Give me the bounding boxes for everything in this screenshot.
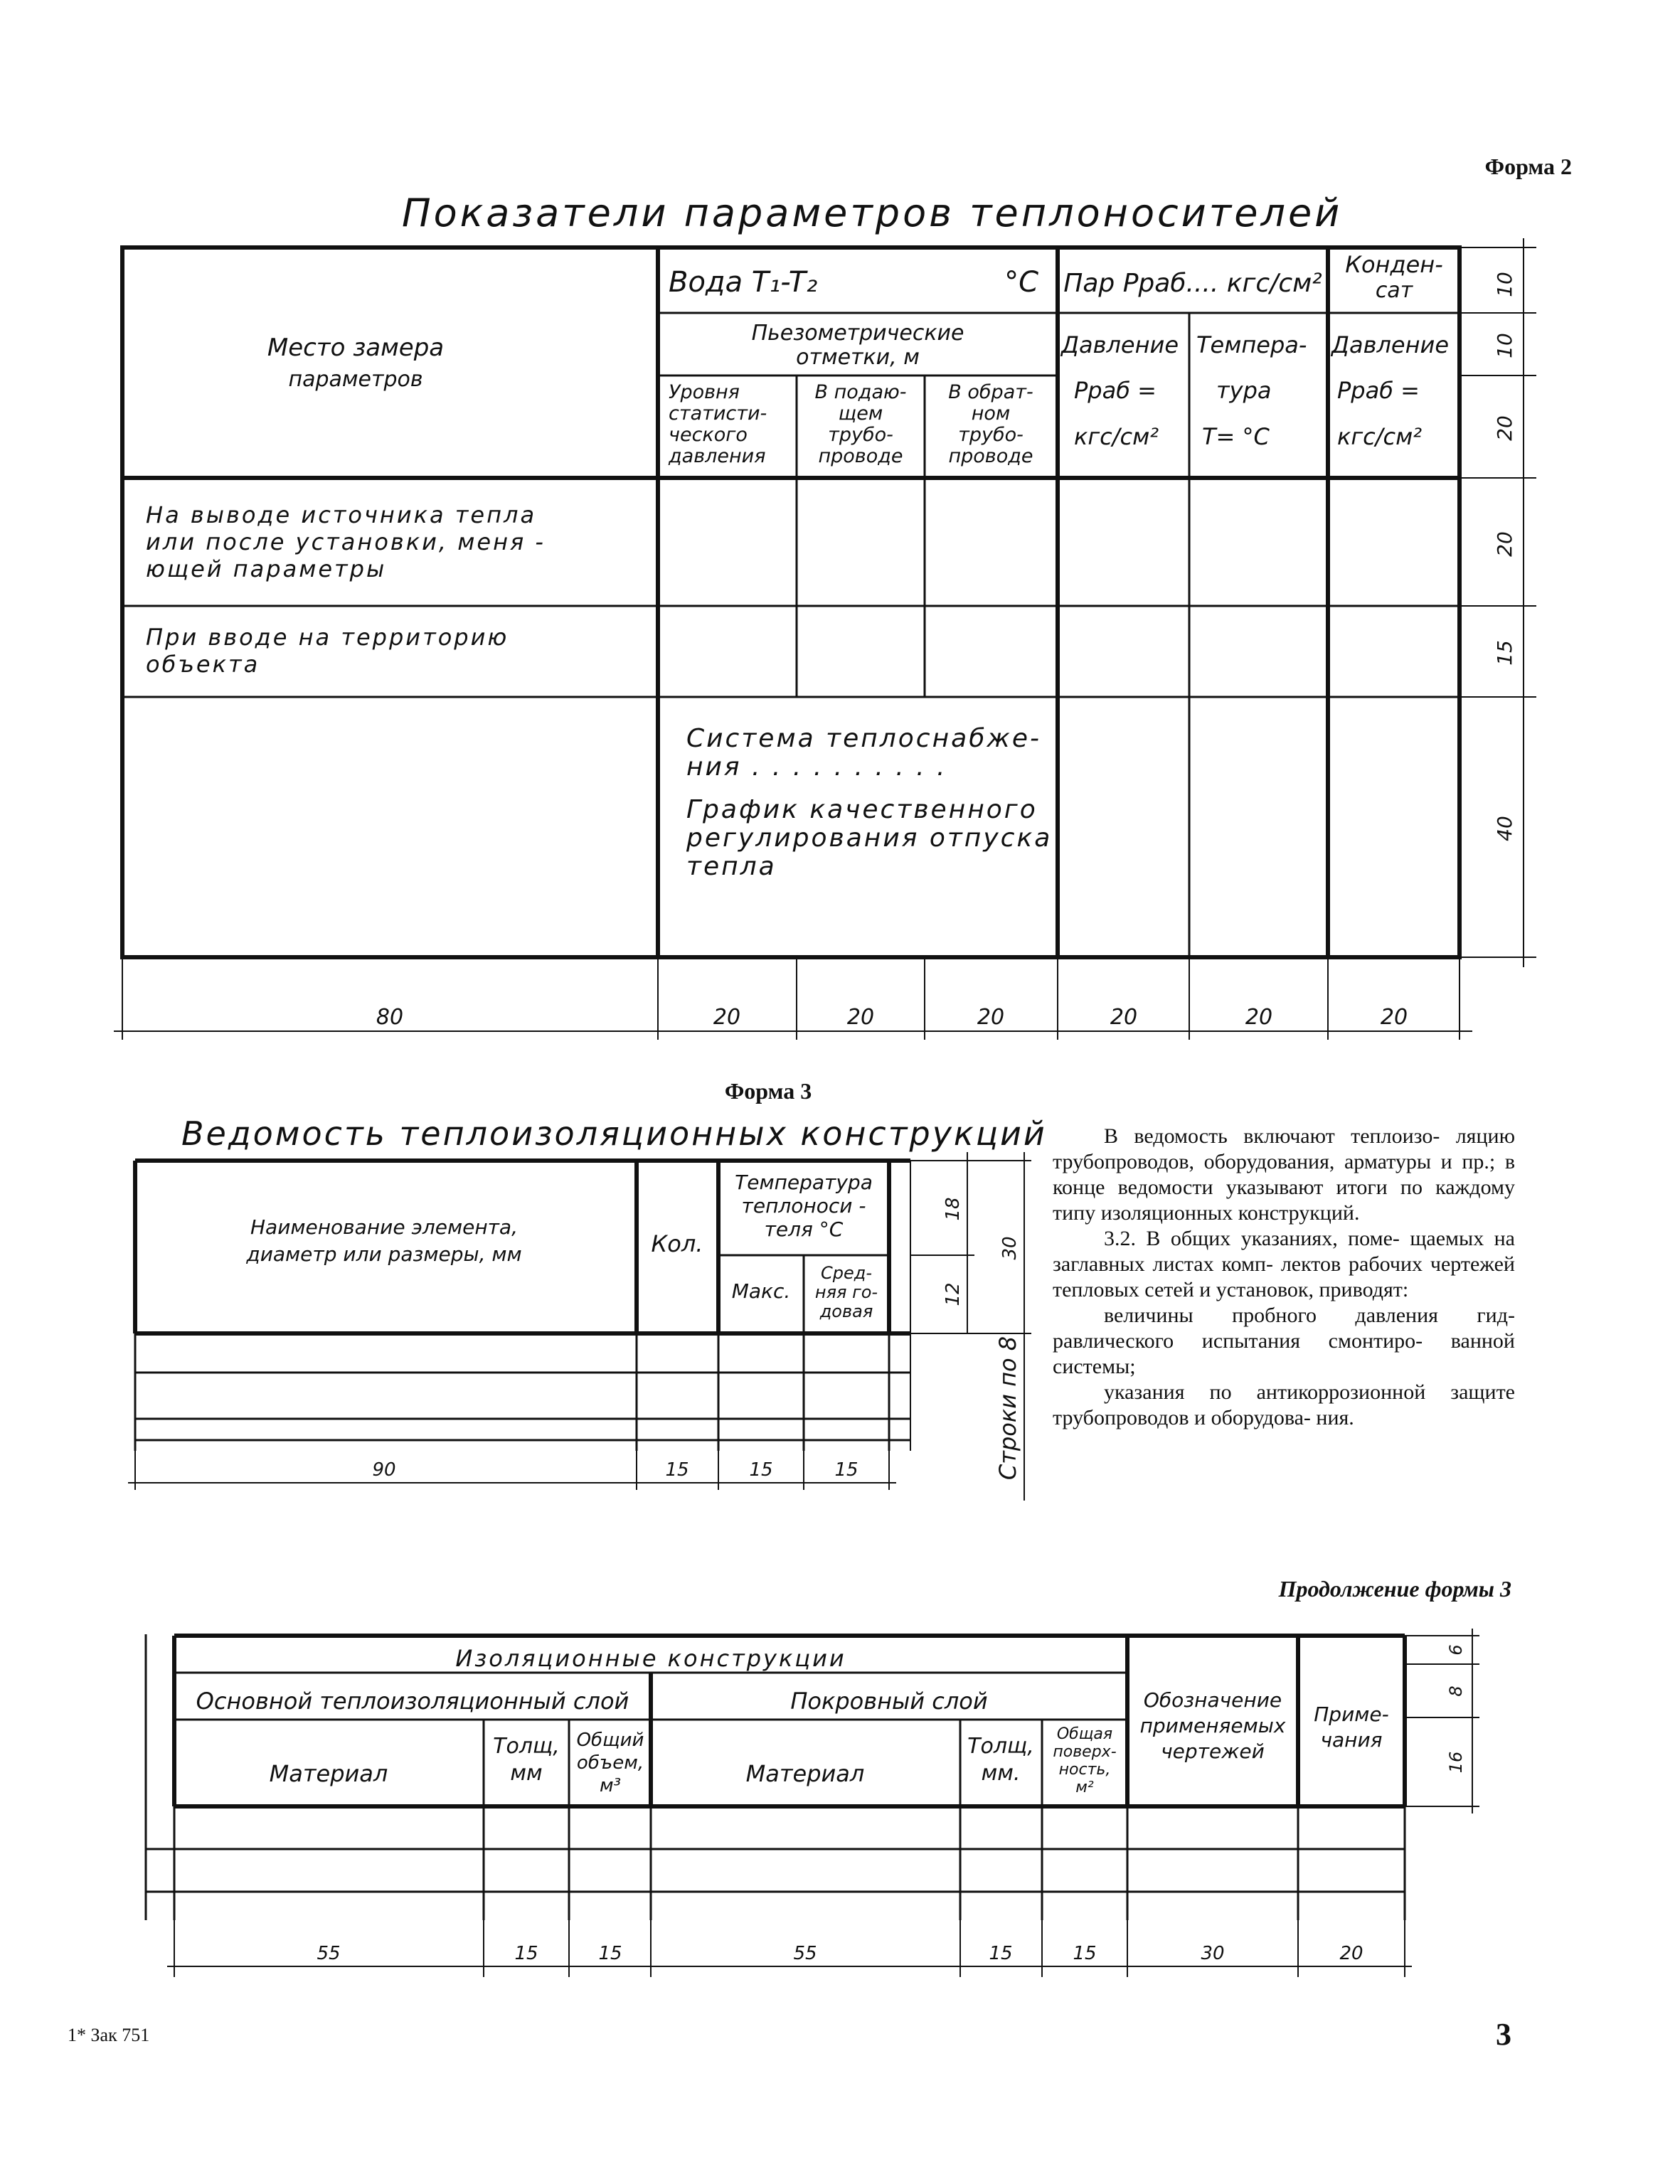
svg-text:15: 15: [598, 1943, 622, 1964]
row-source-output: [146, 501, 546, 582]
svg-text:мм: мм: [510, 1761, 543, 1786]
order-number: 1* Зак 751: [68, 2025, 150, 2045]
condensate-header-line1: Конден-: [1345, 251, 1443, 278]
water-unit: °С: [1004, 266, 1038, 299]
svg-text:10: 10: [1493, 333, 1516, 358]
svg-text:Температура: Температура: [735, 1171, 873, 1194]
steam-pressure-col: [1060, 331, 1179, 450]
svg-text:10: 10: [1493, 272, 1516, 297]
place-header-line1: Место замера: [267, 334, 445, 362]
designation-header: [1140, 1688, 1286, 1763]
svg-text:В обрат-: В обрат-: [948, 381, 1033, 403]
svg-text:или после установки, меня -: или после установки, меня -: [146, 528, 546, 555]
svg-text:Рраб =: Рраб =: [1337, 377, 1420, 404]
piezo-col-supply: [815, 381, 907, 467]
svg-text:15: 15: [1493, 640, 1516, 666]
svg-text:Рраб =: Рраб =: [1074, 377, 1157, 404]
svg-text:15: 15: [665, 1459, 689, 1481]
svg-text:чания: чания: [1320, 1728, 1383, 1752]
svg-text:Общая: Общая: [1056, 1725, 1113, 1743]
svg-text:20: 20: [1493, 531, 1516, 557]
note-2: 3.2. В общих указаниях, поме- щаемых на заглавных листах комп- лектов рабочих чертежей тепловых сетей и установок, приводят:: [1053, 1227, 1515, 1301]
svg-text:проводе: проводе: [948, 445, 1033, 467]
note-1: В ведомость включают теплоизо- ляцию трубопроводов, оборудования, арматуры и пр.; в конце ведомости указывают итоги по каждому типу изоляционных конструкций.: [1053, 1124, 1515, 1225]
cover-material-header: Материал: [745, 1760, 865, 1787]
svg-text:12: 12: [942, 1282, 964, 1306]
svg-text:проводе: проводе: [818, 445, 903, 467]
svg-text:55: 55: [793, 1943, 817, 1964]
svg-text:кгс/см²: кгс/см²: [1337, 423, 1423, 450]
svg-text:теплоноси -: теплоноси -: [741, 1194, 866, 1218]
form3-name-header: [245, 1215, 521, 1266]
svg-text:20: 20: [1493, 415, 1516, 441]
svg-text:теля °С: теля °С: [764, 1218, 844, 1241]
form3-cont-label: Продолжение формы 3: [1278, 1576, 1511, 1602]
svg-text:При вводе на территорию: При вводе на территорию: [146, 624, 509, 651]
condensate-header-line2: сат: [1375, 278, 1413, 303]
svg-text:тура: тура: [1216, 377, 1272, 404]
svg-text:м³: м³: [599, 1775, 622, 1796]
form3-avg-header: [815, 1263, 878, 1321]
notes-paragraph: [1053, 1124, 1515, 1431]
row-heating-system: [686, 724, 1052, 881]
note-3: величины пробного давления гид- равлического испытания смонтиро- ванной системы;: [1053, 1304, 1515, 1378]
svg-text:Общий: Общий: [576, 1730, 644, 1751]
page-number: 3: [1496, 2017, 1511, 2052]
svg-text:15: 15: [749, 1459, 773, 1481]
svg-text:тепла: тепла: [686, 852, 777, 881]
main-layer-header: Основной теплоизоляционный слой: [196, 1688, 629, 1715]
form2-bottom-dimensions: [114, 957, 1472, 1040]
volume-header: [577, 1730, 644, 1796]
piezo-header-line2: отметки, м: [796, 345, 920, 370]
form3-bottom-dimensions: [128, 1451, 896, 1490]
svg-text:Наименование элемента,: Наименование элемента,: [250, 1215, 519, 1239]
form2-label: Форма 2: [1484, 154, 1572, 179]
condensate-pressure-col: [1330, 331, 1449, 450]
svg-text:20: 20: [1380, 1005, 1408, 1030]
form3-max-header: Макс.: [731, 1279, 791, 1303]
svg-text:20: 20: [713, 1005, 741, 1030]
form3-label: Форма 3: [724, 1078, 812, 1104]
svg-text:55: 55: [317, 1943, 341, 1964]
water-header: Вода T₁-T₂: [669, 266, 818, 299]
svg-text:трубо-: трубо-: [958, 424, 1024, 446]
svg-text:диаметр или размеры, мм: диаметр или размеры, мм: [246, 1242, 522, 1266]
svg-text:объем,: объем,: [576, 1752, 644, 1774]
svg-text:ющей параметры: ющей параметры: [146, 555, 387, 582]
svg-text:16: 16: [1446, 1751, 1466, 1774]
svg-text:поверх-: поверх-: [1053, 1743, 1117, 1761]
form3-title: Ведомость теплоизоляционных конструкций: [181, 1114, 1047, 1153]
svg-text:Давление: Давление: [1331, 331, 1450, 358]
svg-text:20: 20: [1110, 1005, 1138, 1030]
svg-text:80: 80: [376, 1005, 404, 1030]
svg-text:ность,: ность,: [1058, 1761, 1111, 1779]
row-territory-entry: [146, 624, 509, 678]
svg-text:ния . . . . . . . . . .: ния . . . . . . . . . .: [686, 752, 947, 782]
svg-text:довая: довая: [819, 1301, 873, 1321]
thickness-header: [493, 1734, 560, 1786]
svg-text:давления: давления: [669, 445, 766, 467]
svg-text:няя го-: няя го-: [814, 1282, 878, 1302]
svg-text:Обозначение: Обозначение: [1143, 1688, 1282, 1712]
surface-header: [1053, 1725, 1116, 1796]
svg-text:15: 15: [514, 1943, 538, 1964]
svg-text:15: 15: [834, 1459, 858, 1481]
svg-text:Т= °С: Т= °С: [1202, 423, 1270, 450]
svg-text:Давление: Давление: [1061, 331, 1179, 358]
steam-header: Пар Рраб.... кгс/см²: [1063, 269, 1322, 298]
svg-text:90: 90: [372, 1459, 396, 1481]
svg-text:Толщ,: Толщ,: [493, 1734, 560, 1759]
svg-text:статисти-: статисти-: [669, 403, 767, 425]
svg-text:График качественного: График качественного: [686, 795, 1038, 824]
insulation-header: Изоляционные конструкции: [455, 1645, 846, 1672]
form3-right-dimensions: [910, 1152, 1031, 1501]
form3-temp-header: [735, 1171, 873, 1241]
piezo-header-line1: Пьезометрические: [751, 321, 964, 346]
steam-temp-col: [1196, 331, 1307, 450]
svg-text:применяемых: применяемых: [1139, 1714, 1286, 1737]
piezo-col-return: [948, 381, 1033, 467]
svg-text:8: 8: [1446, 1685, 1466, 1697]
svg-text:Система теплоснабже-: Система теплоснабже-: [686, 724, 1041, 753]
svg-text:20: 20: [846, 1005, 875, 1030]
svg-text:мм.: мм.: [981, 1761, 1021, 1786]
svg-text:18: 18: [942, 1197, 964, 1221]
svg-text:20: 20: [977, 1005, 1005, 1030]
notes-header: [1314, 1703, 1388, 1752]
svg-text:20: 20: [1245, 1005, 1273, 1030]
svg-text:40: 40: [1493, 816, 1516, 841]
svg-text:6: 6: [1446, 1644, 1466, 1656]
cover-layer-header: Покровный слой: [790, 1688, 988, 1715]
svg-text:чертежей: чертежей: [1161, 1740, 1265, 1763]
form3-cont-bottom-dimensions: [167, 1920, 1412, 1977]
svg-text:Сред-: Сред-: [820, 1263, 873, 1283]
svg-text:Толщ,: Толщ,: [967, 1734, 1034, 1759]
svg-text:объекта: объекта: [146, 651, 260, 678]
cover-thickness-header: [967, 1734, 1034, 1786]
svg-text:30: 30: [999, 1236, 1021, 1260]
svg-text:м²: м²: [1075, 1779, 1094, 1796]
svg-text:15: 15: [989, 1943, 1013, 1964]
svg-text:трубо-: трубо-: [828, 424, 893, 446]
svg-text:20: 20: [1339, 1943, 1363, 1964]
svg-text:Приме-: Приме-: [1314, 1703, 1389, 1726]
material-header: Материал: [269, 1760, 388, 1787]
svg-text:кгс/см²: кгс/см²: [1074, 423, 1159, 450]
form2-title: Показатели параметров теплоносителей: [402, 191, 1343, 235]
svg-text:регулирования отпуска: регулирования отпуска: [686, 824, 1053, 853]
note-4: указания по антикоррозионной защите трубопроводов и оборудова- ния.: [1053, 1380, 1515, 1429]
place-header-line2: параметров: [288, 367, 423, 392]
form3-qty-header: Кол.: [651, 1230, 703, 1257]
piezo-col-static: [668, 381, 767, 467]
svg-text:ческого: ческого: [669, 424, 748, 446]
rows-note: Строки по 8: [994, 1336, 1021, 1481]
svg-text:На выводе источника тепла: На выводе источника тепла: [146, 501, 537, 528]
form2-right-dimensions: [1460, 238, 1536, 967]
svg-text:В подаю-: В подаю-: [814, 381, 907, 403]
svg-text:30: 30: [1201, 1943, 1225, 1964]
svg-text:15: 15: [1073, 1943, 1097, 1964]
svg-text:Уровня: Уровня: [669, 381, 740, 403]
svg-text:Темпера-: Темпера-: [1196, 331, 1307, 358]
form3-cont-right-dimensions: [1405, 1629, 1479, 1813]
svg-text:щем: щем: [838, 403, 883, 425]
svg-text:ном: ном: [971, 403, 1011, 425]
